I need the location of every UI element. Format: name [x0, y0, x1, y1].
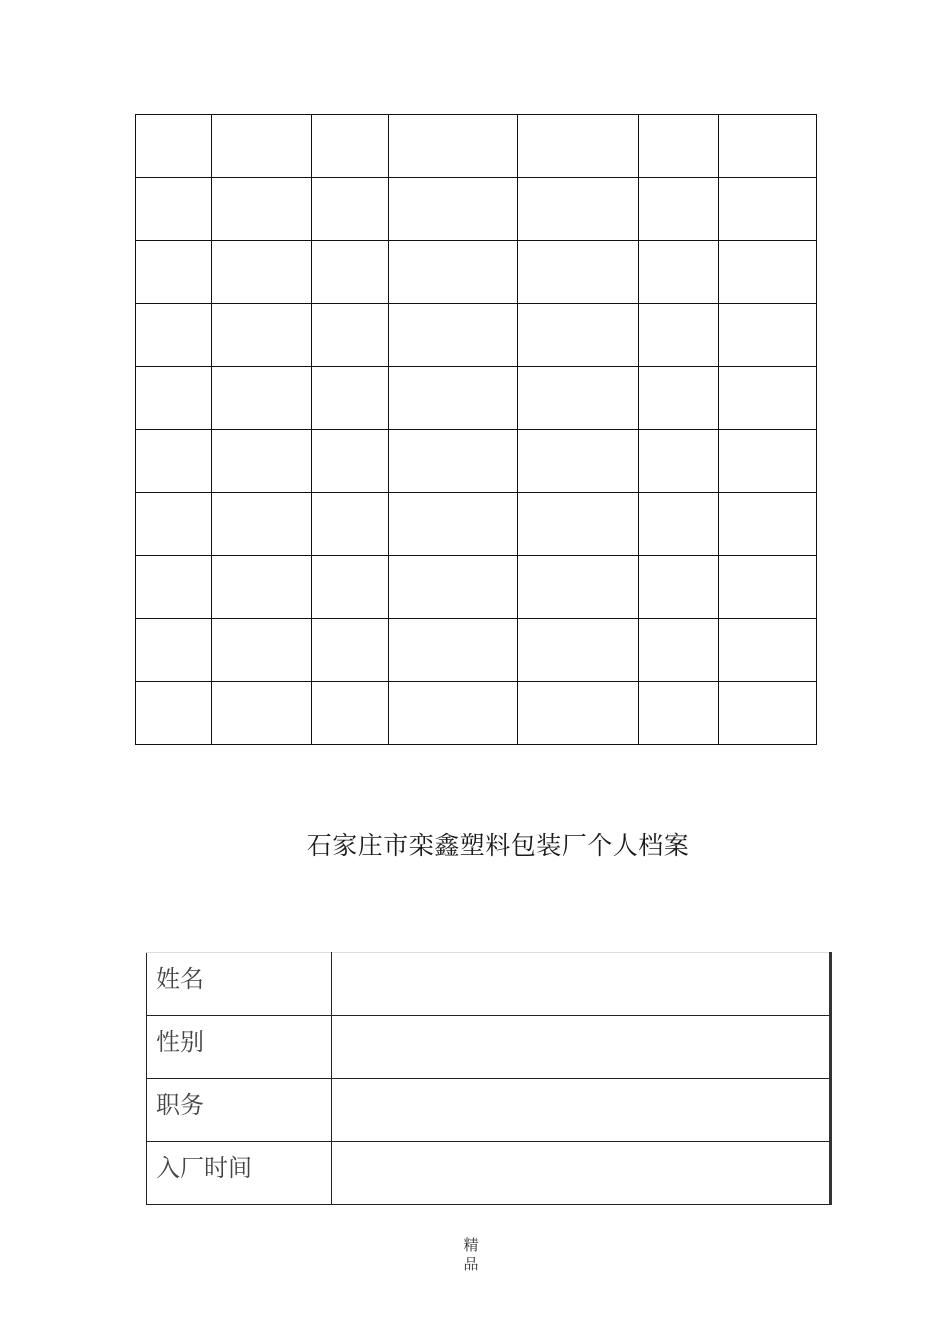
- grid-cell[interactable]: [136, 241, 212, 304]
- field-row-name: [147, 953, 831, 1016]
- grid-cell[interactable]: [719, 115, 817, 178]
- grid-cell[interactable]: [136, 430, 212, 493]
- grid-cell[interactable]: [639, 115, 719, 178]
- grid-cell[interactable]: [518, 367, 639, 430]
- grid-cell[interactable]: [719, 178, 817, 241]
- grid-cell[interactable]: [389, 619, 518, 682]
- grid-cell[interactable]: [136, 178, 212, 241]
- grid-cell[interactable]: [136, 619, 212, 682]
- grid-row: [136, 241, 817, 304]
- document-title: 石家庄市栾鑫塑料包装厂个人档案: [306, 831, 690, 860]
- field-label-name: 姓名: [147, 953, 332, 1016]
- field-value-name[interactable]: [332, 953, 831, 1016]
- grid-cell[interactable]: [136, 682, 212, 745]
- grid-cell[interactable]: [312, 493, 389, 556]
- field-label-gender: 性别: [147, 1016, 332, 1079]
- grid-cell[interactable]: [639, 493, 719, 556]
- grid-cell[interactable]: [518, 304, 639, 367]
- grid-row: [136, 178, 817, 241]
- grid-cell[interactable]: [136, 556, 212, 619]
- grid-cell[interactable]: [518, 178, 639, 241]
- grid-cell[interactable]: [212, 493, 312, 556]
- grid-cell[interactable]: [639, 556, 719, 619]
- grid-cell[interactable]: [639, 367, 719, 430]
- footer-line-2: 品: [463, 1255, 479, 1273]
- grid-cell[interactable]: [389, 367, 518, 430]
- grid-cell[interactable]: [639, 619, 719, 682]
- grid-cell[interactable]: [389, 241, 518, 304]
- field-label-entry-date: 入厂时间: [147, 1142, 332, 1205]
- field-label-position: 职务: [147, 1079, 332, 1142]
- grid-cell[interactable]: [639, 430, 719, 493]
- field-row-gender: [147, 1016, 831, 1079]
- grid-cell[interactable]: [212, 682, 312, 745]
- grid-cell[interactable]: [312, 556, 389, 619]
- grid-cell[interactable]: [312, 178, 389, 241]
- grid-cell[interactable]: [312, 619, 389, 682]
- grid-cell[interactable]: [212, 367, 312, 430]
- grid-cell[interactable]: [136, 304, 212, 367]
- grid-cell[interactable]: [719, 430, 817, 493]
- grid-cell[interactable]: [212, 178, 312, 241]
- grid-cell[interactable]: [212, 556, 312, 619]
- grid-cell[interactable]: [389, 493, 518, 556]
- grid-row: [136, 493, 817, 556]
- grid-row: [136, 304, 817, 367]
- grid-cell[interactable]: [639, 304, 719, 367]
- grid-cell[interactable]: [212, 619, 312, 682]
- footer-mark: [0, 1236, 942, 1274]
- grid-cell[interactable]: [312, 367, 389, 430]
- grid-cell[interactable]: [212, 304, 312, 367]
- grid-cell[interactable]: [518, 619, 639, 682]
- grid-cell[interactable]: [389, 304, 518, 367]
- grid-cell[interactable]: [389, 115, 518, 178]
- grid-cell[interactable]: [639, 178, 719, 241]
- field-row-entry-date: [147, 1142, 831, 1205]
- grid-cell[interactable]: [719, 682, 817, 745]
- grid-cell[interactable]: [518, 556, 639, 619]
- grid-row: [136, 556, 817, 619]
- grid-cell[interactable]: [719, 619, 817, 682]
- grid-cell[interactable]: [212, 115, 312, 178]
- grid-cell[interactable]: [312, 682, 389, 745]
- grid-cell[interactable]: [518, 430, 639, 493]
- grid-row: [136, 367, 817, 430]
- field-value-position[interactable]: [332, 1079, 831, 1142]
- grid-cell[interactable]: [389, 430, 518, 493]
- grid-cell[interactable]: [719, 304, 817, 367]
- grid-cell[interactable]: [136, 367, 212, 430]
- grid-cell[interactable]: [312, 304, 389, 367]
- grid-cell[interactable]: [719, 556, 817, 619]
- grid-cell[interactable]: [312, 241, 389, 304]
- field-row-position: [147, 1079, 831, 1142]
- grid-row: [136, 430, 817, 493]
- grid-cell[interactable]: [312, 115, 389, 178]
- grid-cell[interactable]: [312, 430, 389, 493]
- grid-cell[interactable]: [719, 241, 817, 304]
- grid-cell[interactable]: [719, 367, 817, 430]
- grid-cell[interactable]: [389, 682, 518, 745]
- grid-cell[interactable]: [719, 493, 817, 556]
- grid-cell[interactable]: [518, 493, 639, 556]
- footer-line-1: 精: [463, 1236, 479, 1254]
- field-value-gender[interactable]: [332, 1016, 831, 1079]
- grid-cell[interactable]: [518, 682, 639, 745]
- grid-cell[interactable]: [212, 430, 312, 493]
- blank-grid-table: [135, 114, 817, 745]
- grid-row: [136, 682, 817, 745]
- grid-cell[interactable]: [518, 115, 639, 178]
- grid-cell[interactable]: [136, 115, 212, 178]
- grid-row: [136, 115, 817, 178]
- field-value-entry-date[interactable]: [332, 1142, 831, 1205]
- grid-cell[interactable]: [389, 178, 518, 241]
- personal-record-table: [146, 952, 832, 1205]
- grid-cell[interactable]: [639, 682, 719, 745]
- grid-cell[interactable]: [518, 241, 639, 304]
- grid-cell[interactable]: [639, 241, 719, 304]
- grid-cell[interactable]: [136, 493, 212, 556]
- grid-cell[interactable]: [389, 556, 518, 619]
- grid-cell[interactable]: [212, 241, 312, 304]
- grid-row: [136, 619, 817, 682]
